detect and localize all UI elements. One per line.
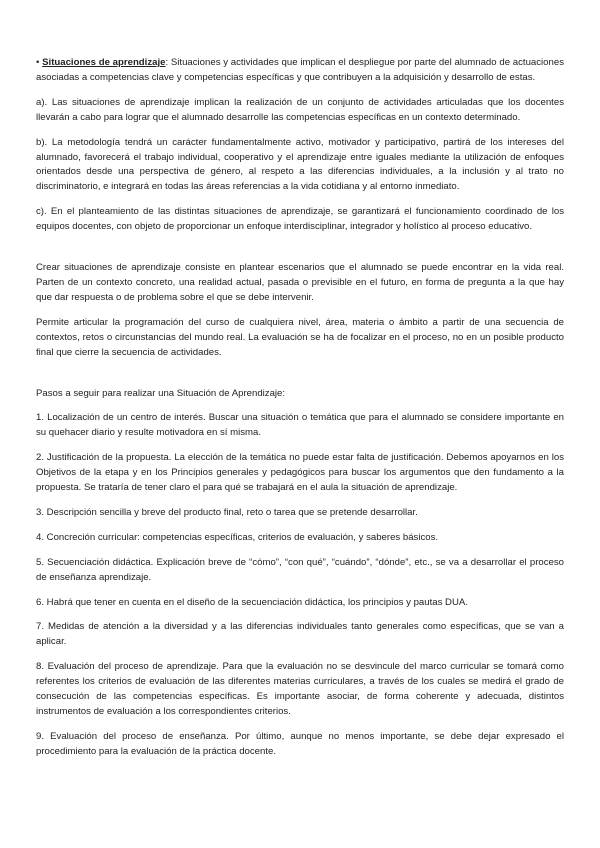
paragraph-2: Permite articular la programación del curso de cualquiera nivel, área, materia o ámbito a partir de una secuencia de contextos, retos o circunstancias del mundo real. La evaluación se ha de focalizar en el proceso, no en un posible producto final que cierre la secuencia de actividades. [36,316,564,358]
bullet-marker: • [36,57,40,68]
step-6: 6. Habrá que tener en cuenta en el diseño de la secuenciación didáctica, los principios y pautas DUA. [36,596,468,608]
point-a: a). Las situaciones de aprendizaje implican la realización de un conjunto de actividades articuladas que los docentes llevarán a cabo para lograr que el alumnado desarrolle las competencias específicas en un contexto determinado. [36,96,564,123]
step-5: 5. Secuenciación didáctica. Explicación breve de “cómo”, “con qué”, “cuándo”, “dónde”, etc., se va a desarrollar el proceso de enseñanza aprendizaje. [36,556,564,583]
intro-paragraph [36,56,564,86]
step-3: 3. Descripción sencilla y breve del producto final, reto o tarea que se pretende desarrollar. [36,506,418,518]
step-4: 4. Concreción curricular: competencias específicas, criterios de evaluación, y saberes básicos. [36,531,439,543]
intro-definition: : Situaciones y actividades que implican el despliegue por parte del alumnado de actuaciones asociadas a competencias clave y competencias específicas y que contribuyen a la adquisición y desarrollo de estas. [36,57,564,83]
point-c: c). En el planteamiento de las distintas situaciones de aprendizaje, se garantizará el funcionamiento coordinado de los equipos docentes, con objeto de proporcionar un enfoque interdisciplinar, integrador y holístico al proceso educativo. [36,206,564,233]
step-9: 9. Evaluación del proceso de enseñanza. Por último, aunque no menos importante, se debe dejar expresado el procedimiento para la evaluación de la práctica docente. [36,730,564,757]
step-7: 7. Medidas de atención a la diversidad y a las diferencias individuales tanto generales como específicas, que se van a aplicar. [36,621,564,648]
paragraph-1: Crear situaciones de aprendizaje consiste en plantear escenarios que el alumnado se puede encontrar en la vida real. Parten de un contexto concreto, una realidad actual, pasada o previsible en el futuro, en forma de pregunta a la que hay que dar respuesta o de problema sobre el que se debe intervenir. [36,262,564,303]
document-page [36,56,564,770]
step-2: 2. Justificación de la propuesta. La elección de la temática no puede estar falta de justificación. Debemos apoyarnos en los Objetivos de la etapa y en los Principios generales y pedagógicos para buscar los argumentos que den fundamento a la propuesta. Se trataría de tener claro el para qué se trabajará en el aula la situación de aprendizaje. [36,452,564,494]
term-heading: Situaciones de aprendizaje [42,57,166,68]
point-b: b). La metodología tendrá un carácter fundamentalmente activo, motivador y participativo, partirá de los intereses del alumnado, favorecerá el trabajo individual, cooperativo y el aprendizaje entre iguales mediante la utilización de enfoques orientados desde una perspectiva de género, al respeto a las diferencias individuales, a la inclusión y al trato no discriminatorio, e integrará en todas las áreas referencias a la vida cotidiana y al entorno inmediato. [36,136,564,193]
steps-title: Pasos a seguir para realizar una Situación de Aprendizaje: [36,387,286,399]
step-8: 8. Evaluación del proceso de aprendizaje. Para que la evaluación no se desvincule del marco curricular se tomará como referentes los criterios de evaluación de las diferentes materias curriculares, a través de los cuales se medirá el grado de consecución de las competencias específicas. Es importante asociar, de forma coherente y adecuada, distintos instrumentos de evaluación a los correspondientes criterios. [36,661,564,717]
step-1: 1. Localización de un centro de interés. Buscar una situación o temática que para el alumnado se considere importante en su quehacer diario y resulte motivadora en sí misma. [36,412,564,439]
